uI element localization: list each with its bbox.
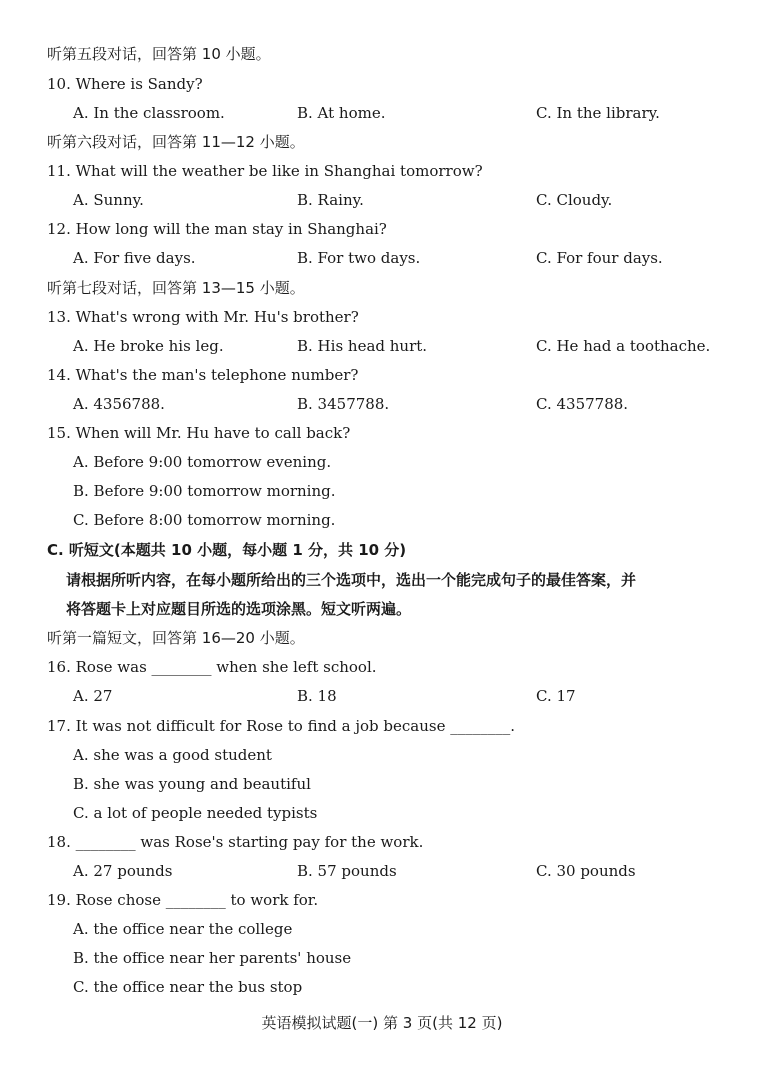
option-11-b: B. Rainy. [297, 191, 364, 209]
question-16: 16. Rose was ________ when she left school. [47, 658, 377, 676]
option-11-c: C. Cloudy. [536, 191, 613, 209]
part-c-heading: C. 听短文(本题共 10 小题，每小题 1 分，共 10 分) [47, 541, 407, 559]
question-15: 15. When will Mr. Hu have to call back? [47, 424, 351, 442]
option-16-c: C. 17 [536, 687, 576, 705]
option-17-b: B. she was young and beautiful [73, 775, 311, 793]
option-15-c: C. Before 8:00 tomorrow morning. [73, 511, 336, 529]
option-14-a: A. 4356788. [73, 395, 165, 413]
option-15-b: B. Before 9:00 tomorrow morning. [73, 482, 336, 500]
question-17: 17. It was not difficult for Rose to find a job because ________. [47, 717, 515, 735]
option-14-b: B. 3457788. [297, 395, 390, 413]
question-14: 14. What's the man's telephone number? [47, 366, 359, 384]
option-10-a: A. In the classroom. [73, 104, 225, 122]
option-10-b: B. At home. [297, 104, 386, 122]
passage-1-instruction: 听第一篇短文，回答第 16—20 小题。 [47, 629, 305, 647]
option-19-c: C. the office near the bus stop [73, 978, 303, 996]
option-18-a: A. 27 pounds [73, 862, 173, 880]
section-6-instruction: 听第六段对话，回答第 11—12 小题。 [47, 133, 305, 151]
option-19-b: B. the office near her parents' house [73, 949, 352, 967]
option-18-c: C. 30 pounds [536, 862, 636, 880]
section-5-instruction: 听第五段对话，回答第 10 小题。 [47, 45, 271, 63]
question-19: 19. Rose chose ________ to work for. [47, 891, 319, 909]
option-17-a: A. she was a good student [73, 746, 272, 764]
option-19-a: A. the office near the college [73, 920, 293, 938]
page-footer: 英语模拟试题(一) 第 3 页(共 12 页) [261, 1014, 503, 1032]
option-11-a: A. Sunny. [73, 191, 144, 209]
part-c-instruction-line-1: 请根据所听内容，在每小题所给出的三个选项中，选出一个能完成句子的最佳答案，并 [66, 571, 637, 589]
option-12-c: C. For four days. [536, 249, 663, 267]
option-16-b: B. 18 [297, 687, 337, 705]
option-17-c: C. a lot of people needed typists [73, 804, 318, 822]
question-10: 10. Where is Sandy? [47, 75, 203, 93]
section-7-instruction: 听第七段对话，回答第 13—15 小题。 [47, 279, 305, 297]
option-13-a: A. He broke his leg. [73, 337, 224, 355]
option-12-b: B. For two days. [297, 249, 421, 267]
question-13: 13. What's wrong with Mr. Hu's brother? [47, 308, 359, 326]
question-12: 12. How long will the man stay in Shanghai? [47, 220, 387, 238]
option-14-c: C. 4357788. [536, 395, 629, 413]
option-13-c: C. He had a toothache. [536, 337, 711, 355]
option-18-b: B. 57 pounds [297, 862, 397, 880]
option-13-b: B. His head hurt. [297, 337, 428, 355]
option-10-c: C. In the library. [536, 104, 660, 122]
option-12-a: A. For five days. [73, 249, 196, 267]
option-16-a: A. 27 [73, 687, 113, 705]
part-c-instruction-line-2: 将答题卡上对应题目所选的选项涂黑。短文听两遍。 [66, 600, 412, 618]
question-18: 18. ________ was Rose's starting pay for the work. [47, 833, 424, 851]
option-15-a: A. Before 9:00 tomorrow evening. [73, 453, 332, 471]
question-11: 11. What will the weather be like in Shanghai tomorrow? [47, 162, 483, 180]
